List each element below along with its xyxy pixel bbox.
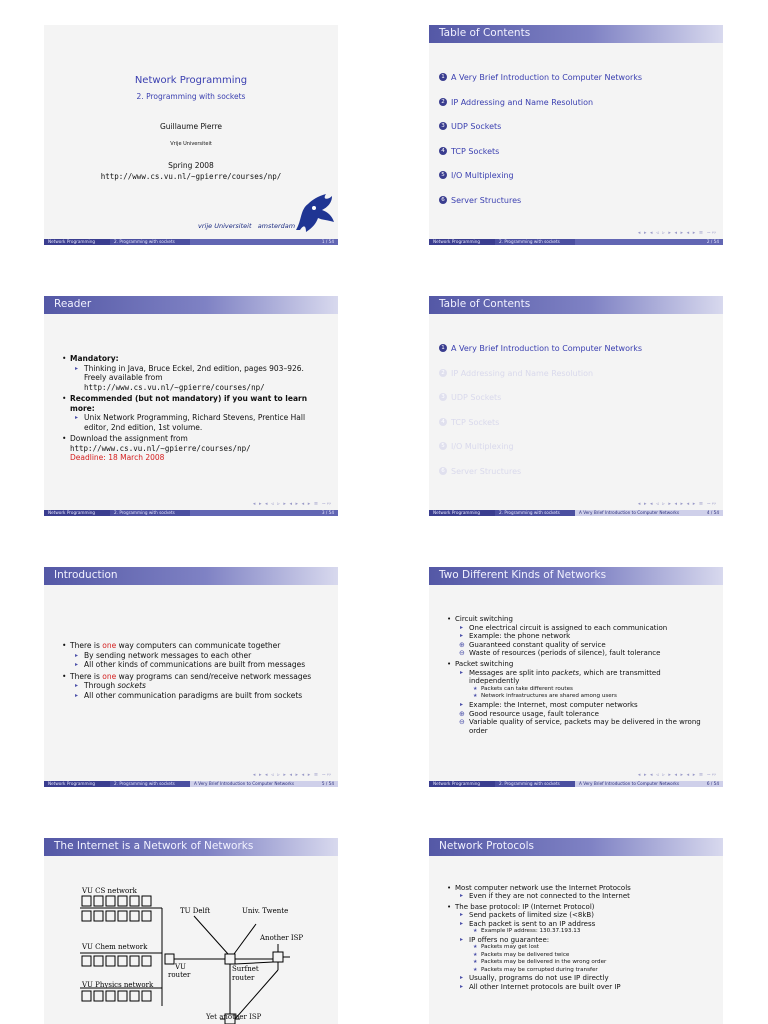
list-item: ▸ All other kinds of communications are built from messages [84,660,328,670]
list-item: • Mandatory: ▸ Thinking in Java, Bruce Eckel, 2nd edition, pages 903–926. Freely available from http://www.cs.vu.nl/~gpierre/courses/np/ [70,354,328,392]
toc-item[interactable]: 5 I/O Multiplexing [439,171,642,196]
table-of-contents [439,73,642,221]
section-number-icon: 4 [439,147,447,155]
page-number: 1 / 54 [321,239,334,244]
presentation-subtitle: 2. Programming with sockets [136,92,246,101]
list-item: ▸ Example: the phone network [469,632,713,641]
slide-footer: Network Programming 2. Programming with sockets 2 / 54 [429,239,723,245]
list-item: ★ Packets may be delivered twice [481,952,713,960]
toc-item[interactable]: 1 A Very Brief Introduction to Computer Networks [439,73,642,98]
toc-item[interactable]: 2 IP Addressing and Name Resolution [439,369,642,394]
list-item: ▸ Thinking in Java, Bruce Eckel, 2nd edition, pages 903–926. Freely available from http://www.cs.vu.nl/~gpierre/courses/np/ [84,364,328,393]
slide-footer: Network Programming 2. Programming with sockets A Very Brief Introduction to Computer Networks 4 / 54 [429,510,723,516]
navigation-symbols-icon[interactable]: ◂ ▸ ◂ ◃ ▹ ▸ ◂ ▸ ◂ ▸ ≡ ∽∾ [252,501,332,507]
toc-item[interactable]: 1 A Very Brief Introduction to Computer Networks [439,344,642,369]
label-chem-network: VU Chem network [82,943,148,951]
toc-item[interactable]: 4 TCP Sockets [439,147,642,172]
slide-7 [44,838,338,1024]
toc-item[interactable]: 2 IP Addressing and Name Resolution [439,98,642,123]
section-number-icon: 2 [439,98,447,106]
page-number: 4 / 54 [706,510,719,515]
slide-body [445,884,713,993]
list-item: ▸ Through sockets [84,681,328,691]
section-number-icon: 1 [439,73,447,81]
deadline: Deadline: 18 March 2008 [70,453,165,462]
list-item: • Most computer network use the Internet Protocols ▸ Even if they are not connected to the Internet [455,884,713,901]
network-diagram [44,856,338,1024]
list-item: • Packet switching ▸ Messages are split into packets, which are transmitted independently ★ Packets can take different routes ★ Network infrastructures are shared among users ▸ Example: the Internet, most computer networks ⊕ Good resource usage, fault tolerance ⊖ Variable quality of service, packets may be delivered in the wrong order [455,660,713,735]
toc-item[interactable]: 6 Server Structures [439,196,642,221]
list-item: ▸ By sending network messages to each other [84,651,328,661]
slide-header [429,838,723,856]
page-number: 5 / 54 [321,781,334,786]
toc-item[interactable]: 5 I/O Multiplexing [439,442,642,467]
slide-6 [429,567,723,787]
navigation-symbols-icon[interactable]: ◂ ▸ ◂ ◃ ▹ ▸ ◂ ▸ ◂ ▸ ≡ ∽∾ [637,772,717,778]
slide-title: Table of Contents [439,27,531,39]
page-number: 6 / 54 [706,781,719,786]
label-router: router [168,971,191,979]
list-item: ⊕ Good resource usage, fault tolerance [469,710,713,719]
slide-2 [429,25,723,245]
list-item: ★ Packets may be corrupted during transfer [481,967,713,975]
slide-body [60,354,328,465]
label-surfnet: Surfnet [232,965,259,973]
list-item: ⊖ Waste of resources (periods of silence), fault tolerance [469,649,713,658]
institute: Vrije Universiteit [170,141,212,147]
label-cs-network: VU CS network [82,887,137,895]
list-item: • The base protocol: IP (Internet Protocol) ▸ Send packets of limited size (<8kB) ▸ Each packet is sent to an IP address ★ Example IP address: 130.37.193.13 ▸ IP offers no guarantee: ★ Packets may get lost ★ Packets may be delivered twice ★ Packets may be delivered in the wrong order ★ Packets may be corrupted during transfer ▸ Usually, programs do not use IP directly ▸ All other Internet protocols are built over IP [455,903,713,991]
list-item: ▸ IP offers no guarantee: ★ Packets may get lost ★ Packets may be delivered twice ★ Packets may be delivered in the wrong order ★ Packets may be corrupted during transfer [469,936,713,975]
list-item: ▸ Unix Network Programming, Richard Stevens, Prentice Hall editor, 2nd edition, 1st volume. [84,413,328,432]
slide-header [429,25,723,43]
slide-footer: Network Programming 2. Programming with sockets 3 / 54 [44,510,338,516]
navigation-symbols-icon[interactable]: ◂ ▸ ◂ ◃ ▹ ▸ ◂ ▸ ◂ ▸ ≡ ∽∾ [252,772,332,778]
label-tu-delft: TU Delft [180,907,211,915]
toc-item[interactable]: 6 Server Structures [439,467,642,492]
label-another-isp: Another ISP [260,934,304,942]
list-item: ▸ All other communication paradigms are built from sockets [84,691,328,701]
slide-header [44,567,338,585]
section-number-icon: 6 [439,196,447,204]
list-item: ★ Packets may be delivered in the wrong order [481,959,713,967]
table-of-contents [439,344,642,492]
slide-footer: Network Programming 2. Programming with sockets A Very Brief Introduction to Computer Networks 5 / 54 [44,781,338,787]
list-item: ▸ Each packet is sent to an IP address ★ Example IP address: 130.37.193.13 [469,920,713,936]
slide-body [60,641,328,702]
university-logo-text: vrije Universiteit amsterdam [198,222,296,230]
toc-item[interactable]: 3 UDP Sockets [439,122,642,147]
label-vu: VU [175,963,186,971]
label-yet-another-isp: Yet another ISP [206,1013,262,1021]
list-item: ★ Example IP address: 130.37.193.13 [481,928,713,936]
label-twente: Univ. Twente [242,907,289,915]
section-number-icon: 1 [439,344,447,352]
list-item: ▸ Messages are split into packets, which are transmitted independently ★ Packets can take different routes ★ Network infrastructures are shared among users [469,669,713,701]
slide-title: The Internet is a Network of Networks [54,840,254,852]
list-item: ⊖ Variable quality of service, packets may be delivered in the wrong order [469,718,713,735]
slide-header [44,296,338,314]
toc-item[interactable]: 4 TCP Sockets [439,418,642,443]
slide-title: Reader [54,298,92,310]
navigation-symbols-icon[interactable]: ◂ ▸ ◂ ◃ ▹ ▸ ◂ ▸ ◂ ▸ ≡ ∽∾ [637,501,717,507]
section-number-icon: 3 [439,393,447,401]
list-item: ▸ One electrical circuit is assigned to each communication [469,624,713,633]
author: Guillaume Pierre [159,122,222,131]
slide-title: Network Protocols [439,840,534,852]
slide-body [445,615,713,737]
list-item: ⊕ Guaranteed constant quality of service [469,641,713,650]
slide-footer: Network Programming 2. Programming with sockets A Very Brief Introduction to Computer Networks 6 / 54 [429,781,723,787]
list-item: ▸ Usually, programs do not use IP directly [469,974,713,982]
date: Spring 2008 [168,161,214,170]
list-item: ▸ Send packets of limited size (<8kB) [469,911,713,919]
list-item: • There is one way programs can send/receive network messages ▸ Through sockets ▸ All other communication paradigms are built from sockets [70,672,328,701]
slide-footer: Network Programming 2. Programming with sockets 1 / 54 [44,239,338,245]
list-item: ★ Packets may get lost [481,944,713,952]
list-item: • Circuit switching ▸ One electrical circuit is assigned to each communication ▸ Example: the phone network ⊕ Guaranteed constant quality of service ⊖ Waste of resources (periods of silence), fault tolerance [455,615,713,658]
section-number-icon: 3 [439,122,447,130]
slide-4 [429,296,723,516]
slide-1 [44,25,338,245]
slide-header [429,567,723,585]
list-item: ▸ All other Internet protocols are built over IP [469,983,713,991]
slide-3 [44,296,338,516]
navigation-symbols-icon[interactable]: ◂ ▸ ◂ ◃ ▹ ▸ ◂ ▸ ◂ ▸ ≡ ∽∾ [637,230,717,236]
presentation-title: Network Programming [134,75,248,86]
list-item: ★ Packets can take different routes [481,686,713,694]
griffin-logo-icon [292,190,338,236]
slide-title: Introduction [54,569,118,581]
list-item: ▸ Example: the Internet, most computer networks [469,701,713,710]
slide-5 [44,567,338,787]
page-number: 3 / 54 [321,510,334,515]
section-number-icon: 5 [439,442,447,450]
slide-title: Two Different Kinds of Networks [439,569,607,581]
page-number: 2 / 54 [706,239,719,244]
section-number-icon: 4 [439,418,447,426]
slide-8 [429,838,723,1024]
section-number-icon: 2 [439,369,447,377]
section-number-icon: 6 [439,467,447,475]
list-item: ▸ Even if they are not connected to the Internet [469,892,713,900]
list-item: • Recommended (but not mandatory) if you want to learn more: ▸ Unix Network Programming, Richard Stevens, Prentice Hall editor, 2nd edition, 1st volume. [70,394,328,432]
slide-header [44,838,338,856]
list-item: • There is one way computers can communicate together ▸ By sending network messages to each other ▸ All other kinds of communications are built from messages [70,641,328,670]
toc-item[interactable]: 3 UDP Sockets [439,393,642,418]
slide-header [429,296,723,314]
label-physics-network: VU Physics network [82,981,154,989]
list-item: • Download the assignment from http://www.cs.vu.nl/~gpierre/courses/np/ Deadline: 18 March 2008 [70,434,328,463]
course-url: http://www.cs.vu.nl/~gpierre/courses/np/ [100,172,282,181]
section-number-icon: 5 [439,171,447,179]
slide-title: Table of Contents [439,298,531,310]
list-item: ★ Network infrastructures are shared among users [481,693,713,701]
label-router-2: router [232,974,255,982]
